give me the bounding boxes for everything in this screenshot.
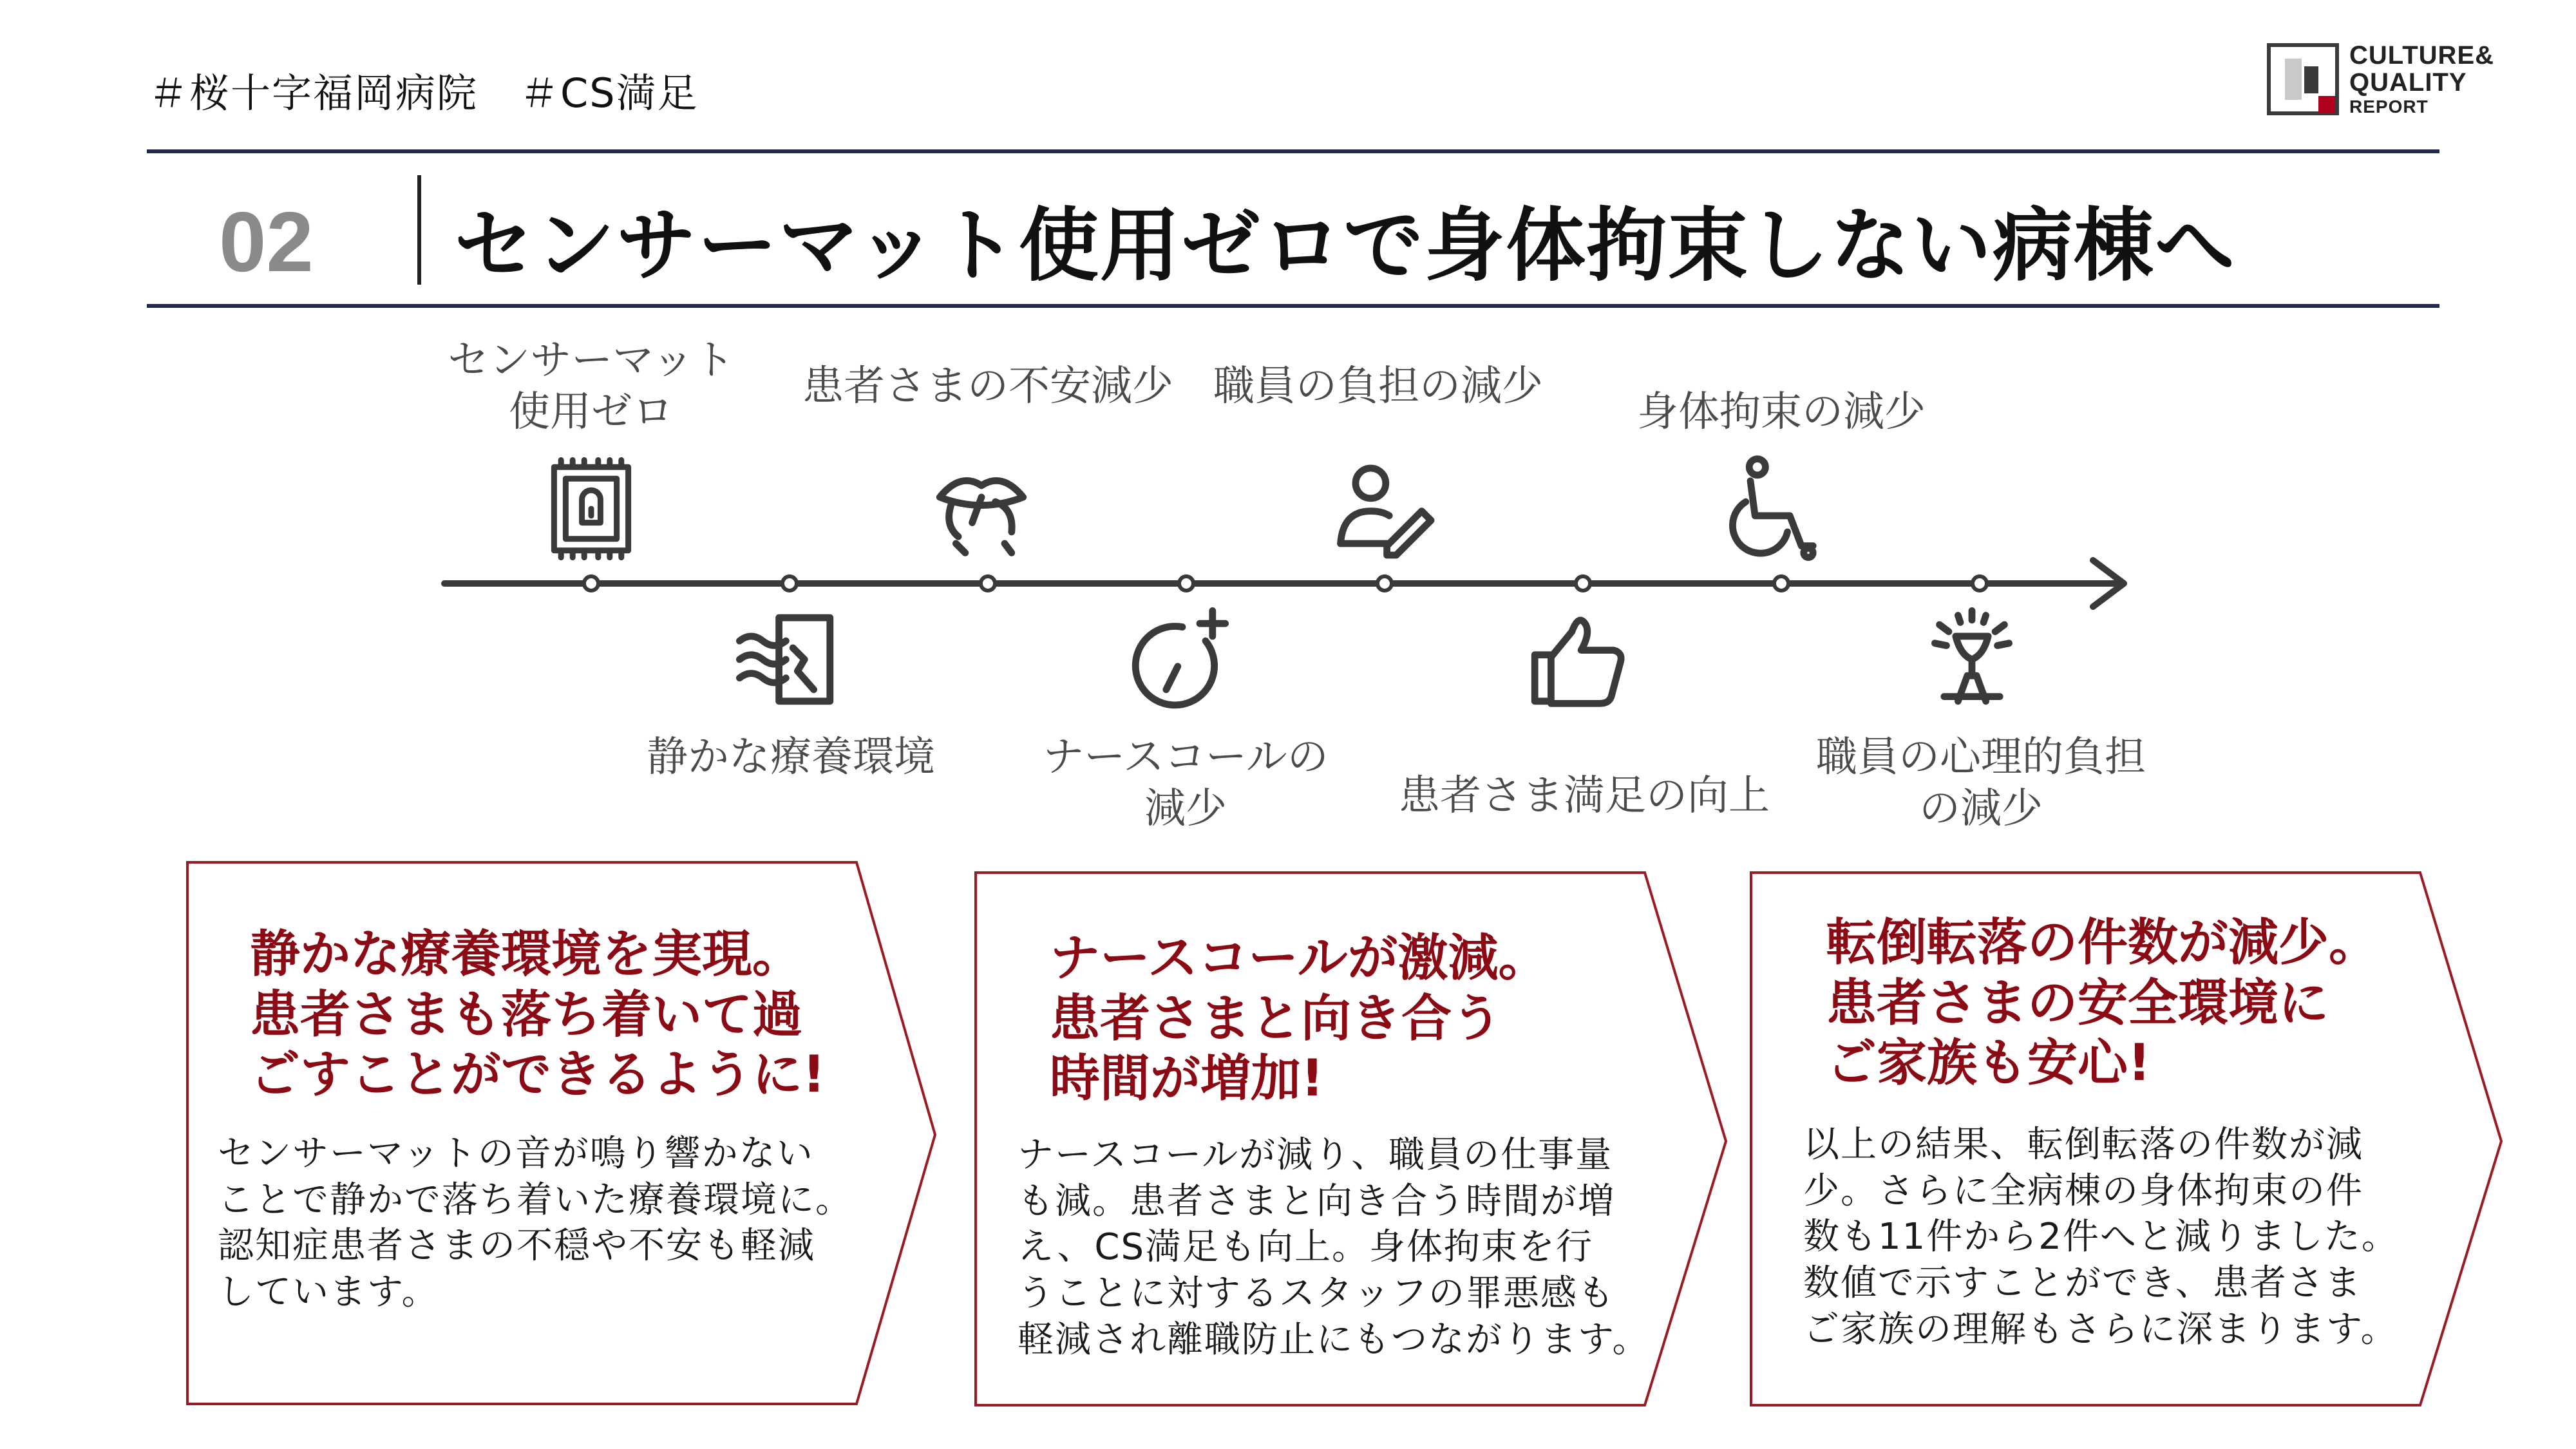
- sensor-mat-icon: [533, 451, 649, 567]
- timer-plus-icon: [1124, 601, 1240, 717]
- thumbs-up-icon: [1519, 601, 1634, 717]
- timeline-label-staff-burden: 職員の負担の減少: [1213, 363, 1543, 410]
- quiet-room-icon: [730, 601, 846, 717]
- logo-text-line2: QUALITY: [2349, 68, 2467, 97]
- lips-icon: [923, 451, 1039, 567]
- timeline-label-staff-psych: 職員の心理的負担 の減少: [1816, 734, 2146, 833]
- timeline-label-satisfaction: 患者さま満足の向上: [1399, 772, 1770, 820]
- page-title: センサーマット使用ゼロで身体拘束しない病棟へ: [454, 200, 2237, 292]
- staff-pen-icon: [1327, 451, 1443, 567]
- card-headline: ナースコールが激減。 患者さまと向き合う 時間が増加!: [1050, 929, 1549, 1108]
- card-headline: 転倒転落の件数が減少。 患者さまの安全環境に ご家族も安心!: [1826, 914, 2380, 1093]
- timeline-label-restraint: 身体拘束の減少: [1637, 388, 1926, 436]
- timeline-label-quiet-env: 静かな療養環境: [647, 734, 935, 781]
- logo-text-line3: REPORT: [2349, 97, 2429, 117]
- timeline-label-sensor-mat: センサーマット 使用ゼロ: [448, 337, 735, 436]
- timeline-label-anxiety: 患者さまの不安減少: [802, 363, 1173, 410]
- result-card-quiet-environment: [185, 860, 940, 1408]
- card-body-text: ナースコールが減り、職員の仕事量 も減。患者さまと向き合う時間が増 え、CS満足も向上。身体拘束を行 うことに対するスタッフの罪悪感も 軽減され離職防止にもつながります。: [1018, 1134, 1650, 1361]
- logo-text-line1: CULTURE&: [2349, 41, 2495, 70]
- section-number: 02: [219, 194, 314, 289]
- card-headline: 静かな療養環境を実現。 患者さまも落ち着いて過 ごすことができるように!: [250, 925, 826, 1104]
- wheelchair-icon: [1716, 451, 1832, 567]
- result-card-fall-reduction: [1749, 871, 2506, 1409]
- hashtags: ＃桜十字福岡病院 ＃CS満足: [148, 70, 699, 117]
- timeline-label-nurse-call: ナースコールの 減少: [1043, 734, 1329, 833]
- relief-person-icon: [1914, 601, 2030, 717]
- result-card-nurse-call: [974, 871, 1731, 1409]
- card-body-text: 以上の結果、転倒転落の件数が減 少。さらに全病棟の身体拘束の件 数も11件から2件へと減りました。 数値で示すことができ、患者さま ご家族の理解もさらに深まります。: [1803, 1124, 2399, 1350]
- card-body-text: センサーマットの音が鳴り響かない ことで静かで落ち着いた療養環境に。 認知症患者さまの不穏や不安も軽減 しています。: [218, 1133, 853, 1314]
